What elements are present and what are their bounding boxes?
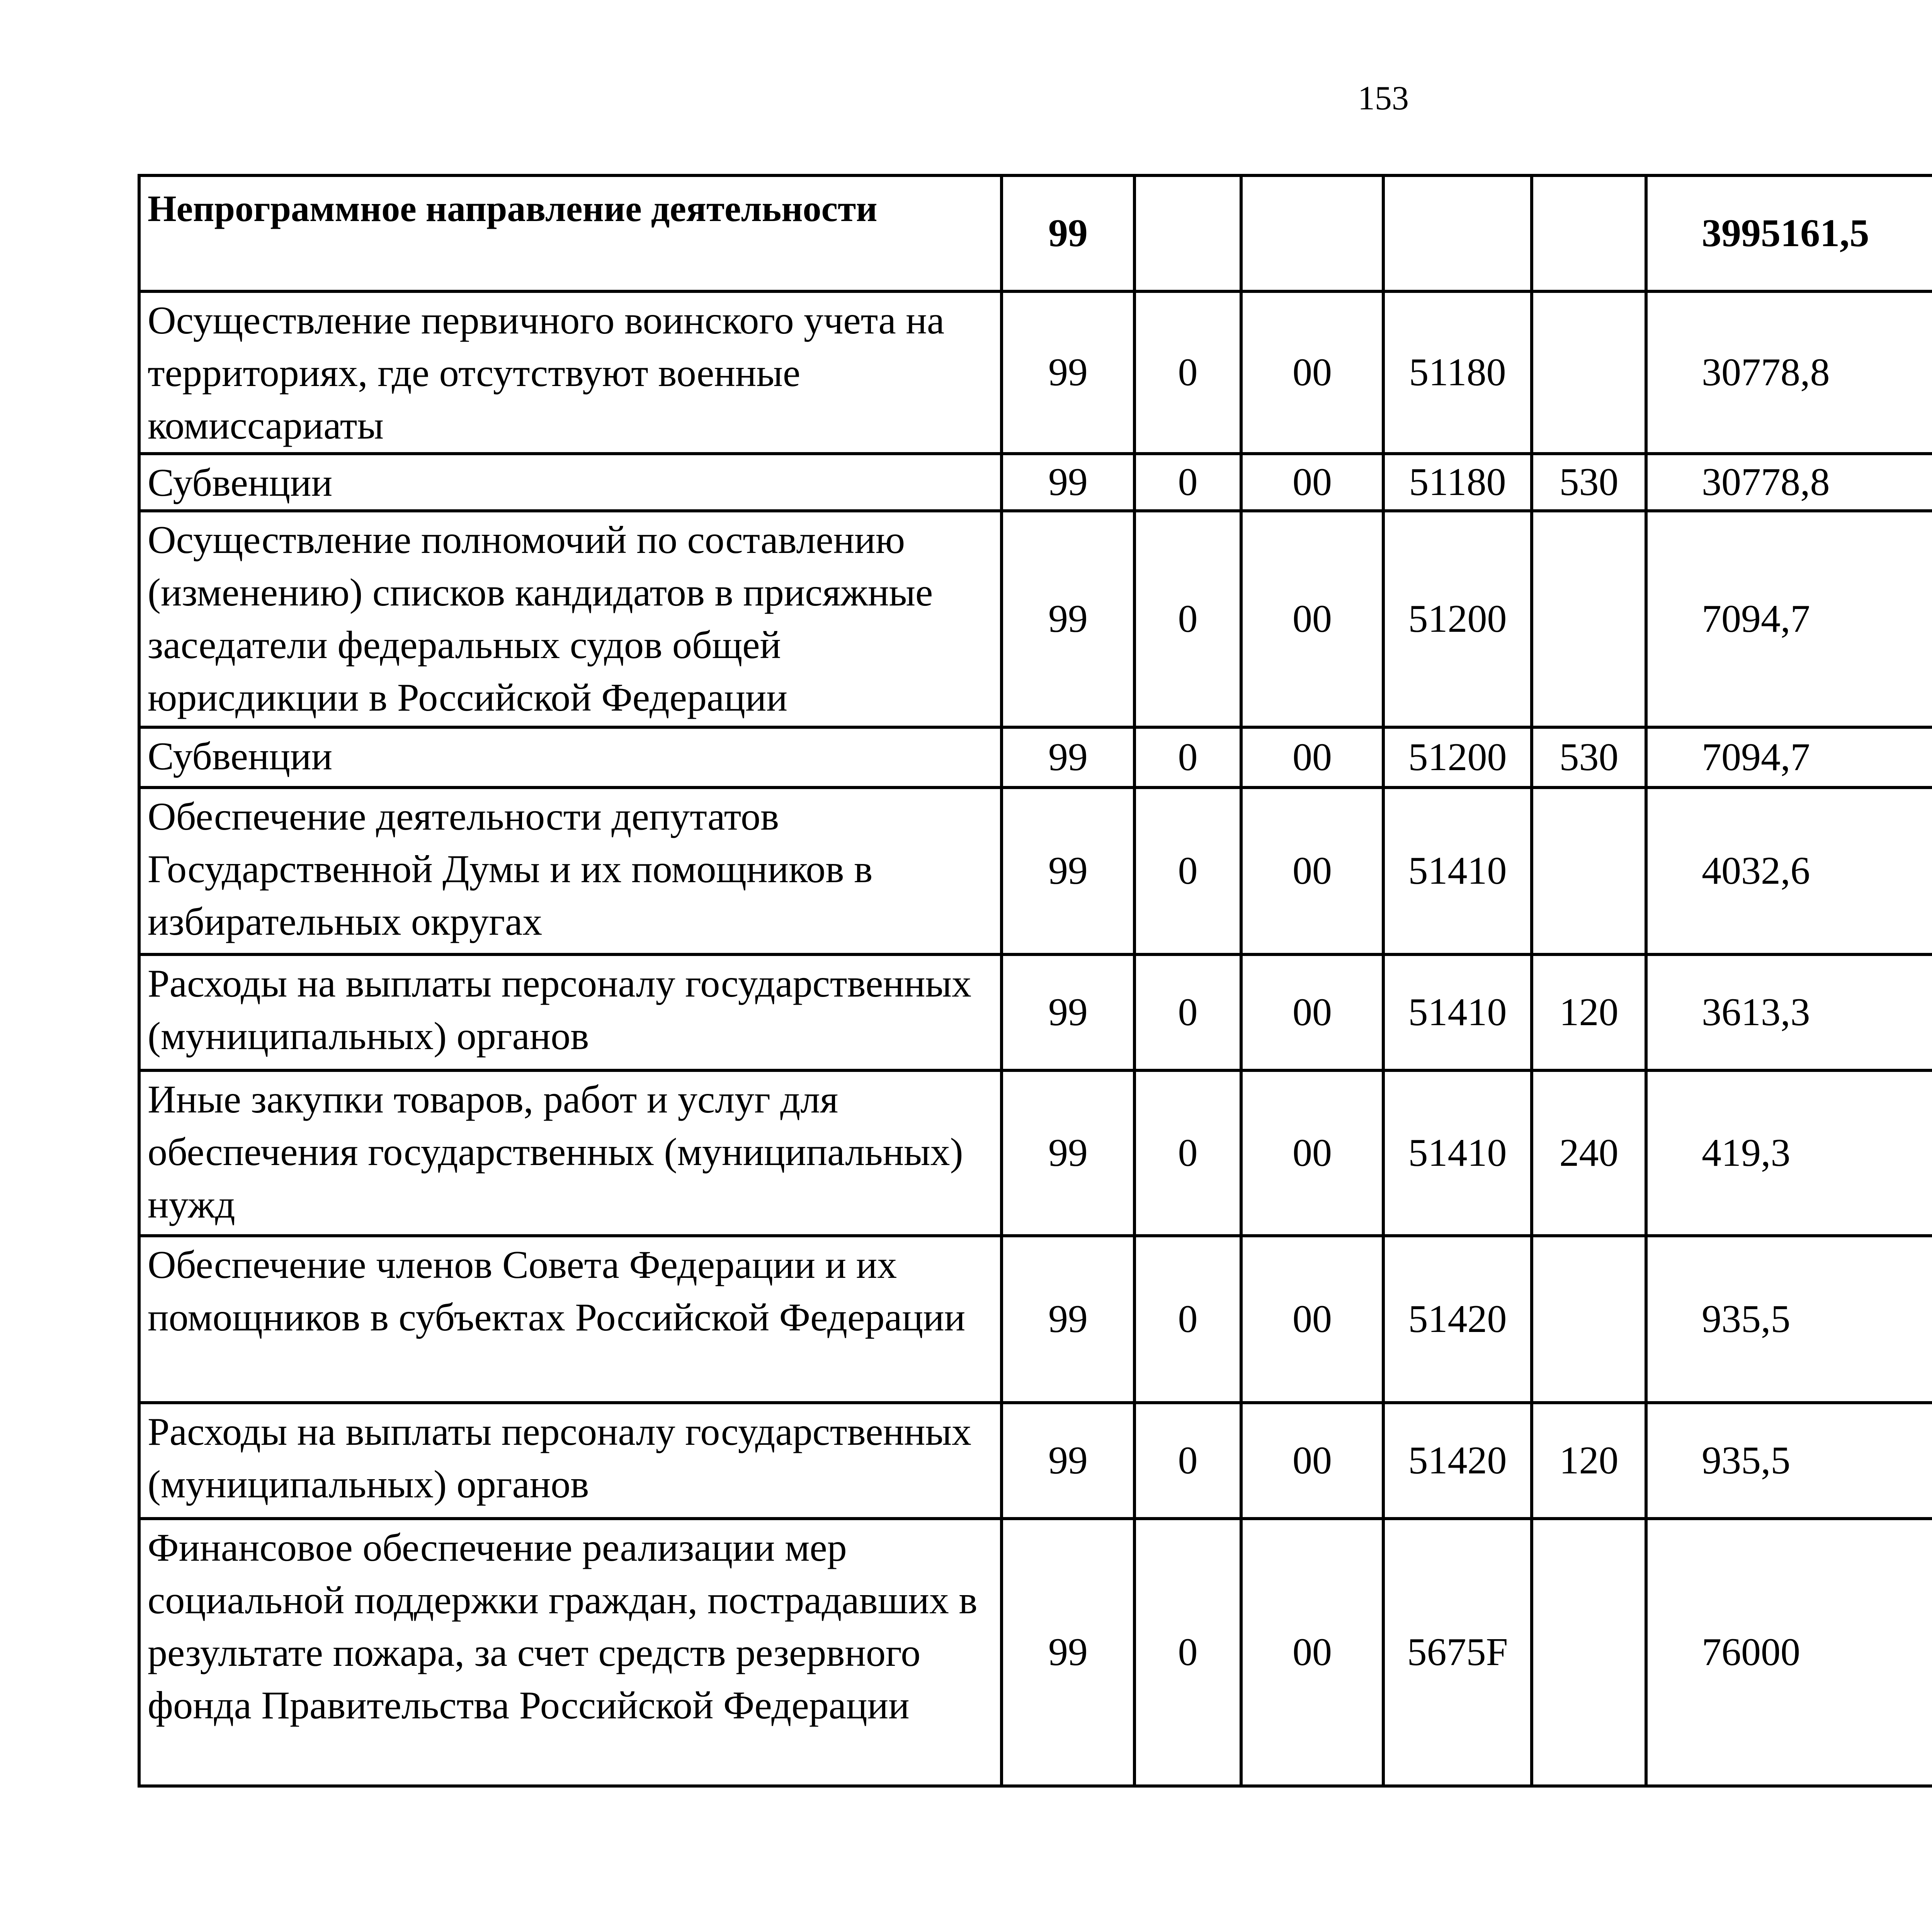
row-amount-2022-cell: 3613,3 (1646, 954, 1932, 1070)
row-subprogram-cell: 0 (1134, 511, 1241, 727)
row-code-cell: 51410 (1383, 788, 1532, 954)
table-row (139, 511, 1932, 727)
row-expense-type-cell (1532, 291, 1646, 454)
row-subprogram-cell: 0 (1134, 727, 1241, 788)
budget-table-body (139, 175, 1932, 1786)
table-row (139, 454, 1932, 511)
row-expense-type-cell: 120 (1532, 954, 1646, 1070)
row-code-cell: 51200 (1383, 511, 1532, 727)
row-name-cell: Финансовое обеспечение реализации мер социальной поддержки граждан, пострадавших в результате пожара, за счет средств резервного фонда Правительства Российской Федерации (139, 1519, 1002, 1786)
row-program-cell: 99 (1002, 175, 1134, 291)
row-subprogram-cell: 0 (1134, 788, 1241, 954)
row-direction-cell (1241, 175, 1383, 291)
row-direction-cell: 00 (1241, 511, 1383, 727)
row-subprogram-cell: 0 (1134, 1519, 1241, 1786)
table-row (139, 954, 1932, 1070)
row-direction-cell: 00 (1241, 788, 1383, 954)
row-program-cell: 99 (1002, 291, 1134, 454)
row-program-cell: 99 (1002, 1519, 1134, 1786)
table-row (139, 788, 1932, 954)
row-program-cell: 99 (1002, 727, 1134, 788)
row-direction-cell: 00 (1241, 291, 1383, 454)
row-subprogram-cell: 0 (1134, 291, 1241, 454)
row-code-cell (1383, 175, 1532, 291)
row-subprogram-cell: 0 (1134, 1236, 1241, 1403)
row-expense-type-cell (1532, 175, 1646, 291)
row-name-cell: Непрограммное направление деятельности (139, 175, 1002, 291)
table-row (139, 175, 1932, 291)
row-program-cell: 99 (1002, 954, 1134, 1070)
row-direction-cell: 00 (1241, 727, 1383, 788)
row-amount-2022-cell: 7094,7 (1646, 727, 1932, 788)
row-subprogram-cell: 0 (1134, 454, 1241, 511)
row-expense-type-cell (1532, 1236, 1646, 1403)
row-code-cell: 51420 (1383, 1403, 1532, 1519)
row-code-cell: 51410 (1383, 1070, 1532, 1236)
row-expense-type-cell: 530 (1532, 454, 1646, 511)
row-name-cell: Осуществление первичного воинского учета на территориях, где отсутствуют военные комиссариаты (139, 291, 1002, 454)
row-program-cell: 99 (1002, 1236, 1134, 1403)
row-direction-cell: 00 (1241, 1070, 1383, 1236)
row-name-cell: Осуществление полномочий по составлению (изменению) списков кандидатов в присяжные заседатели федеральных судов общей юрисдикции в Российской Федерации (139, 511, 1002, 727)
row-program-cell: 99 (1002, 1070, 1134, 1236)
row-code-cell: 51410 (1383, 954, 1532, 1070)
row-code-cell: 51180 (1383, 291, 1532, 454)
row-name-cell: Обеспечение деятельности депутатов Государственной Думы и их помощников в избирательных округах (139, 788, 1002, 954)
row-expense-type-cell (1532, 788, 1646, 954)
row-program-cell: 99 (1002, 788, 1134, 954)
row-name-cell: Иные закупки товаров, работ и услуг для обеспечения государственных (муниципальных) нужд (139, 1070, 1002, 1236)
row-code-cell: 51180 (1383, 454, 1532, 511)
row-amount-2022-cell: 30778,8 (1646, 454, 1932, 511)
row-amount-2022-cell: 76000 (1646, 1519, 1932, 1786)
row-code-cell: 51200 (1383, 727, 1532, 788)
row-name-cell: Обеспечение членов Совета Федерации и их помощников в субъектах Российской Федерации (139, 1236, 1002, 1403)
row-program-cell: 99 (1002, 454, 1134, 511)
row-program-cell: 99 (1002, 511, 1134, 727)
row-program-cell: 99 (1002, 1403, 1134, 1519)
row-subprogram-cell (1134, 175, 1241, 291)
row-direction-cell: 00 (1241, 1236, 1383, 1403)
table-row (139, 1519, 1932, 1786)
page-number: 153 (1358, 80, 1409, 117)
budget-table (138, 174, 1932, 1788)
row-name-cell: Расходы на выплаты персоналу государственных (муниципальных) органов (139, 954, 1002, 1070)
row-name-cell: Расходы на выплаты персоналу государственных (муниципальных) органов (139, 1403, 1002, 1519)
row-expense-type-cell (1532, 511, 1646, 727)
row-amount-2022-cell: 4032,6 (1646, 788, 1932, 954)
row-amount-2022-cell: 935,5 (1646, 1236, 1932, 1403)
row-name-cell: Субвенции (139, 454, 1002, 511)
table-row (139, 727, 1932, 788)
table-row (139, 1070, 1932, 1236)
row-amount-2022-cell: 7094,7 (1646, 511, 1932, 727)
table-row (139, 1236, 1932, 1403)
row-subprogram-cell: 0 (1134, 1070, 1241, 1236)
row-amount-2022-cell: 419,3 (1646, 1070, 1932, 1236)
row-expense-type-cell: 120 (1532, 1403, 1646, 1519)
row-direction-cell: 00 (1241, 1403, 1383, 1519)
row-direction-cell: 00 (1241, 954, 1383, 1070)
row-amount-2022-cell: 3995161,5 (1646, 175, 1932, 291)
row-direction-cell: 00 (1241, 454, 1383, 511)
row-direction-cell: 00 (1241, 1519, 1383, 1786)
row-name-cell: Субвенции (139, 727, 1002, 788)
table-row (139, 291, 1932, 454)
row-subprogram-cell: 0 (1134, 1403, 1241, 1519)
row-expense-type-cell (1532, 1519, 1646, 1786)
row-expense-type-cell: 240 (1532, 1070, 1646, 1236)
row-subprogram-cell: 0 (1134, 954, 1241, 1070)
table-row (139, 1403, 1932, 1519)
row-amount-2022-cell: 30778,8 (1646, 291, 1932, 454)
row-code-cell: 51420 (1383, 1236, 1532, 1403)
row-code-cell: 5675F (1383, 1519, 1532, 1786)
row-expense-type-cell: 530 (1532, 727, 1646, 788)
row-amount-2022-cell: 935,5 (1646, 1403, 1932, 1519)
